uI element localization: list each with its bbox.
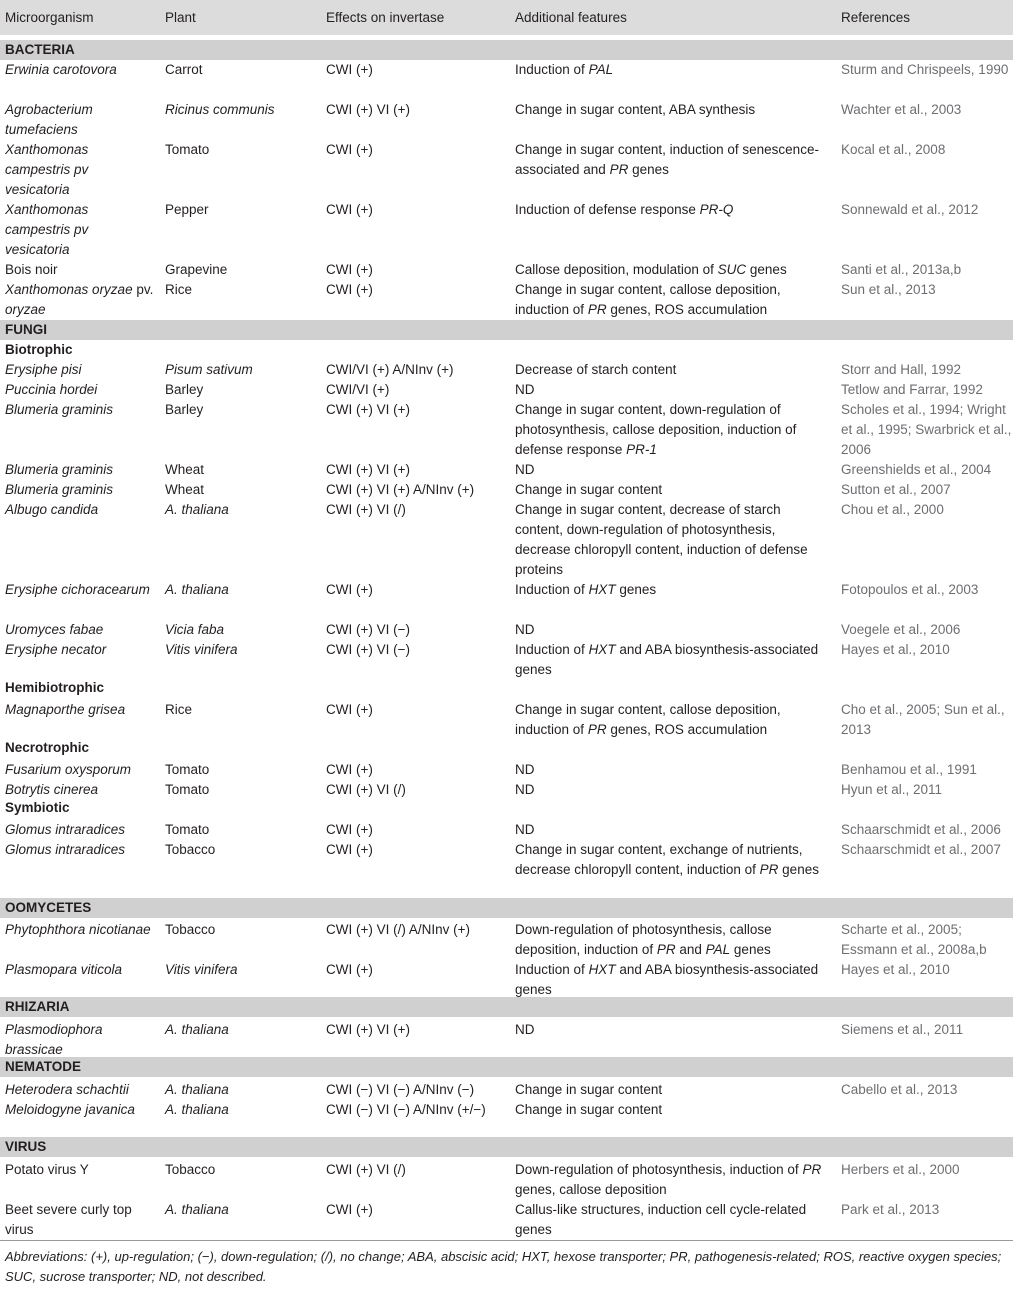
cell-microorganism: Xanthomonas campestris pv vesicatoria [5, 202, 89, 257]
cell-microorganism: Plasmopara viticola [5, 962, 123, 977]
feature-text: Down-regulation of photosynthesis, callose deposition, induction of [515, 922, 772, 957]
cell-effects: CWI (+) [326, 142, 373, 157]
cell-plant: Carrot [165, 62, 203, 77]
feature-text: PR [609, 162, 629, 177]
cell-reference: Scharte et al., 2005; Essmann et al., 2008a,b [841, 922, 987, 957]
subsection-title: Biotrophic [5, 342, 73, 357]
feature-text: Change in sugar content, down-regulation of photosynthesis, callose deposition, induction of defense response [515, 402, 797, 457]
feature-text: PAL [588, 62, 614, 77]
feature-text: ND [515, 382, 535, 397]
feature-text: genes, ROS accumulation [606, 722, 768, 737]
cell-features [515, 760, 825, 780]
cell-effects: CWI (+) [326, 202, 373, 217]
cell-effects: CWI (+) VI (/) A/NInv (+) [326, 922, 471, 937]
cell-effects: CWI (+) [326, 842, 373, 857]
section-title: VIRUS [5, 1139, 47, 1154]
cell-plant: A. thaliana [165, 582, 229, 597]
cell-text: oryzae [5, 302, 46, 317]
cell-microorganism: Fusarium oxysporum [5, 762, 132, 777]
cell-plant: Tomato [165, 782, 210, 797]
cell-microorganism: Erysiphe cichoracearum [5, 582, 150, 597]
section-title: FUNGI [5, 322, 47, 337]
feature-text: Change in sugar content, induction of senescence-associated and [515, 142, 819, 177]
cell-features [515, 480, 825, 500]
cell-microorganism: Glomus intraradices [5, 842, 126, 857]
feature-text: PAL [705, 942, 731, 957]
cell-effects: CWI (+) VI (−) [326, 622, 410, 637]
cell-reference: Benhamou et al., 1991 [841, 762, 977, 777]
section-band [0, 320, 1013, 340]
cell-plant: Tomato [165, 822, 210, 837]
feature-text: genes [628, 162, 669, 177]
cell-features [515, 100, 825, 120]
cell-microorganism: Magnaporthe grisea [5, 702, 126, 717]
cell-plant: Barley [165, 402, 204, 417]
cell-microorganism: Meloidogyne javanica [5, 1102, 135, 1117]
feature-text: ND [515, 1022, 535, 1037]
cell-reference: Schaarschmidt et al., 2006 [841, 822, 1001, 837]
feature-text: genes [778, 862, 819, 877]
cell-effects: CWI (+) [326, 702, 373, 717]
cell-microorganism: Plasmodiophora brassicae [5, 1022, 103, 1057]
cell-microorganism: Uromyces fabae [5, 622, 104, 637]
section-band [0, 40, 1013, 60]
cell-reference: Cho et al., 2005; Sun et al., 2013 [841, 702, 1005, 737]
cell-reference: Sonnewald et al., 2012 [841, 202, 979, 217]
cell-microorganism: Erysiphe necator [5, 642, 107, 657]
cell-microorganism: Bois noir [5, 262, 58, 277]
cell-reference: Kocal et al., 2008 [841, 142, 946, 157]
feature-text: and ABA biosynthesis-associated genes [515, 962, 819, 997]
cell-microorganism: Blumeria graminis [5, 462, 114, 477]
feature-text: Decrease of starch content [515, 362, 677, 377]
cell-microorganism: Albugo candida [5, 502, 99, 517]
feature-text: PR [656, 942, 676, 957]
feature-text: Change in sugar content [515, 1082, 663, 1097]
cell-reference: Sutton et al., 2007 [841, 482, 951, 497]
feature-text: Callose deposition, modulation of [515, 262, 718, 277]
cell-effects: CWI (+) [326, 822, 373, 837]
cell-features [515, 700, 825, 740]
cell-features [515, 200, 825, 220]
cell-features [515, 500, 825, 580]
feature-text: PR [587, 302, 607, 317]
cell-plant: A. thaliana [165, 1082, 229, 1097]
cell-plant: Vitis vinifera [165, 642, 238, 657]
cell-plant: Vitis vinifera [165, 962, 238, 977]
feature-text: ND [515, 782, 535, 797]
cell-features [515, 1080, 825, 1100]
cell-effects: CWI (+) [326, 262, 373, 277]
cell-microorganism: Puccinia hordei [5, 382, 98, 397]
feature-text: genes, ROS accumulation [606, 302, 768, 317]
section-band [0, 898, 1013, 918]
cell-reference: Tetlow and Farrar, 1992 [841, 382, 983, 397]
cell-effects: CWI (+) VI (+) [326, 102, 410, 117]
cell-reference: Sturm and Chrispeels, 1990 [841, 62, 1009, 77]
cell-microorganism: Erysiphe pisi [5, 362, 82, 377]
cell-effects: CWI (+) [326, 962, 373, 977]
cell-text: Xanthomonas oryzae [5, 282, 133, 297]
cell-features [515, 640, 825, 680]
cell-plant: Tobacco [165, 922, 216, 937]
cell-features [515, 360, 825, 380]
feature-text: Change in sugar content, ABA synthesis [515, 102, 756, 117]
header-effects: Effects on invertase [326, 10, 445, 25]
cell-features [515, 960, 825, 1000]
cell-plant: Rice [165, 282, 193, 297]
cell-microorganism [5, 280, 155, 320]
cell-features [515, 840, 825, 880]
cell-effects: CWI (+) [326, 762, 373, 777]
feature-text: Change in sugar content, decrease of starch content, down-regulation of photosynthesis, decrease chloropyll content, induction of defense proteins [515, 502, 808, 577]
cell-features [515, 280, 825, 320]
cell-features [515, 1200, 825, 1240]
cell-reference: Storr and Hall, 1992 [841, 362, 962, 377]
cell-plant: A. thaliana [165, 1022, 229, 1037]
cell-plant: Barley [165, 382, 204, 397]
cell-plant: Grapevine [165, 262, 228, 277]
section-title: OOMYCETES [5, 900, 92, 915]
feature-text: ND [515, 762, 535, 777]
cell-microorganism: Blumeria graminis [5, 402, 114, 417]
cell-reference: Wachter et al., 2003 [841, 102, 962, 117]
cell-microorganism: Glomus intraradices [5, 822, 126, 837]
feature-text: Induction of [515, 582, 589, 597]
cell-features [515, 620, 825, 640]
section-title: BACTERIA [5, 42, 75, 57]
cell-effects: CWI/VI (+) A/NInv (+) [326, 362, 454, 377]
cell-reference: Sun et al., 2013 [841, 282, 936, 297]
header-features: Additional features [515, 10, 627, 25]
cell-effects: CWI (+) VI (/) [326, 1162, 406, 1177]
feature-text: ND [515, 622, 535, 637]
cell-plant: Tobacco [165, 1162, 216, 1177]
cell-plant: A. thaliana [165, 1202, 229, 1217]
cell-plant: Tomato [165, 762, 210, 777]
cell-effects: CWI (+) [326, 282, 373, 297]
cell-effects: CWI (+) VI (+) A/NInv (+) [326, 482, 475, 497]
feature-text: and [675, 942, 706, 957]
cell-effects: CWI (+) VI (/) [326, 782, 406, 797]
feature-text: genes [615, 582, 657, 597]
cell-reference: Hayes et al., 2010 [841, 642, 950, 657]
cell-reference: Schaarschmidt et al., 2007 [841, 842, 1001, 857]
feature-text: SUC [717, 262, 747, 277]
cell-effects: CWI/VI (+) [326, 382, 390, 397]
cell-features [515, 1160, 825, 1200]
feature-text: genes, callose deposition [515, 1182, 667, 1197]
section-title: RHIZARIA [5, 999, 70, 1014]
feature-text: genes [730, 942, 771, 957]
cell-plant: A. thaliana [165, 502, 229, 517]
cell-microorganism: Agrobacterium tumefaciens [5, 102, 93, 137]
header-plant: Plant [165, 10, 196, 25]
cell-effects: CWI (+) VI (−) [326, 642, 410, 657]
cell-text: pv. [132, 282, 154, 297]
feature-text: ND [515, 462, 535, 477]
subsection-title: Symbiotic [5, 800, 70, 815]
cell-plant: Pepper [165, 202, 209, 217]
cell-effects: CWI (+) [326, 582, 373, 597]
cell-microorganism: Potato virus Y [5, 1162, 89, 1177]
cell-plant: Ricinus communis [165, 102, 275, 117]
feature-text: and ABA biosynthesis-associated genes [515, 642, 819, 677]
cell-effects: CWI (+) [326, 1202, 373, 1217]
cell-plant: Pisum sativum [165, 362, 253, 377]
feature-text: Change in sugar content, callose deposition, induction of [515, 282, 781, 317]
feature-text: HXT [588, 642, 616, 657]
cell-effects: CWI (+) VI (+) [326, 462, 410, 477]
cell-features [515, 820, 825, 840]
cell-reference: Voegele et al., 2006 [841, 622, 961, 637]
cell-effects: CWI (+) VI (/) [326, 502, 406, 517]
cell-features [515, 380, 825, 400]
feature-text: Change in sugar content, callose deposition, induction of [515, 702, 781, 737]
subsection-title: Necrotrophic [5, 740, 90, 755]
cell-effects: CWI (−) VI (−) A/NInv (+/−) [326, 1102, 486, 1117]
cell-plant: Tobacco [165, 842, 216, 857]
cell-reference: Fotopoulos et al., 2003 [841, 582, 979, 597]
cell-effects: CWI (+) VI (+) [326, 402, 410, 417]
feature-text: Callus-like structures, induction cell cycle-related genes [515, 1202, 807, 1237]
cell-features [515, 260, 825, 280]
feature-text: Induction of [515, 642, 589, 657]
table-header [0, 0, 1013, 35]
feature-text: Induction of [515, 962, 589, 977]
feature-text: Change in sugar content [515, 1102, 663, 1117]
cell-features [515, 1100, 825, 1120]
subsection-title: Hemibiotrophic [5, 680, 105, 695]
cell-features [515, 460, 825, 480]
cell-effects: CWI (−) VI (−) A/NInv (−) [326, 1082, 475, 1097]
section-band [0, 1137, 1013, 1157]
feature-text: Induction of defense response [515, 202, 700, 217]
cell-features [515, 780, 825, 800]
cell-reference: Siemens et al., 2011 [841, 1022, 964, 1037]
cell-effects: CWI (+) [326, 62, 373, 77]
feature-text: ND [515, 822, 535, 837]
cell-microorganism: Beet severe curly top virus [5, 1202, 132, 1237]
feature-text: HXT [588, 582, 616, 597]
footnote: Abbreviations: (+), up-regulation; (−), down-regulation; (/), no change; ABA, abscisic acid; HXT, hexose transporter; PR, pathogenesis-related; ROS, reactive oxygen species; SUC, sucrose transporter; ND, not described. [5, 1249, 1002, 1284]
cell-plant: Rice [165, 702, 193, 717]
section-band [0, 997, 1013, 1017]
section-band [0, 1057, 1013, 1077]
header-references: References [841, 10, 911, 25]
cell-features [515, 920, 825, 960]
feature-text: PR [759, 862, 779, 877]
feature-text: PR [587, 722, 607, 737]
cell-features [515, 580, 825, 600]
cell-reference: Santi et al., 2013a,b [841, 262, 962, 277]
cell-microorganism: Erwinia carotovora [5, 62, 117, 77]
cell-reference: Hayes et al., 2010 [841, 962, 950, 977]
cell-features [515, 60, 825, 80]
cell-reference: Chou et al., 2000 [841, 502, 944, 517]
cell-microorganism: Xanthomonas campestris pv vesicatoria [5, 142, 89, 197]
cell-plant: Wheat [165, 482, 205, 497]
cell-reference: Scholes et al., 1994; Wright et al., 1995; Swarbrick et al., 2006 [841, 402, 1012, 457]
feature-text: PR-1 [626, 442, 657, 457]
cell-reference: Park et al., 2013 [841, 1202, 940, 1217]
cell-features [515, 140, 825, 180]
section-title: NEMATODE [5, 1059, 82, 1074]
cell-features [515, 400, 825, 460]
cell-effects: CWI (+) VI (+) [326, 1022, 410, 1037]
cell-reference: Hyun et al., 2011 [841, 782, 943, 797]
feature-text: HXT [588, 962, 616, 977]
cell-plant: Vicia faba [165, 622, 225, 637]
cell-microorganism: Phytophthora nicotianae [5, 922, 151, 937]
cell-plant: Tomato [165, 142, 210, 157]
feature-text: PR [802, 1162, 822, 1177]
table-bottom-rule [0, 1240, 1013, 1241]
cell-reference: Cabello et al., 2013 [841, 1082, 958, 1097]
cell-plant: A. thaliana [165, 1102, 229, 1117]
cell-reference: Greenshields et al., 2004 [841, 462, 992, 477]
cell-reference: Herbers et al., 2000 [841, 1162, 960, 1177]
feature-text: Change in sugar content [515, 482, 663, 497]
cell-plant: Wheat [165, 462, 205, 477]
feature-text: genes [746, 262, 787, 277]
cell-microorganism: Heterodera schachtii [5, 1082, 129, 1097]
cell-microorganism: Blumeria graminis [5, 482, 114, 497]
feature-text: Induction of [515, 62, 589, 77]
feature-text: Down-regulation of photosynthesis, induction of [515, 1162, 803, 1177]
feature-text: Change in sugar content, exchange of nutrients, decrease chloropyll content, induction of [515, 842, 803, 877]
cell-microorganism: Botrytis cinerea [5, 782, 99, 797]
header-microorganism: Microorganism [5, 10, 94, 25]
feature-text: PR-Q [699, 202, 734, 217]
cell-features [515, 1020, 825, 1040]
